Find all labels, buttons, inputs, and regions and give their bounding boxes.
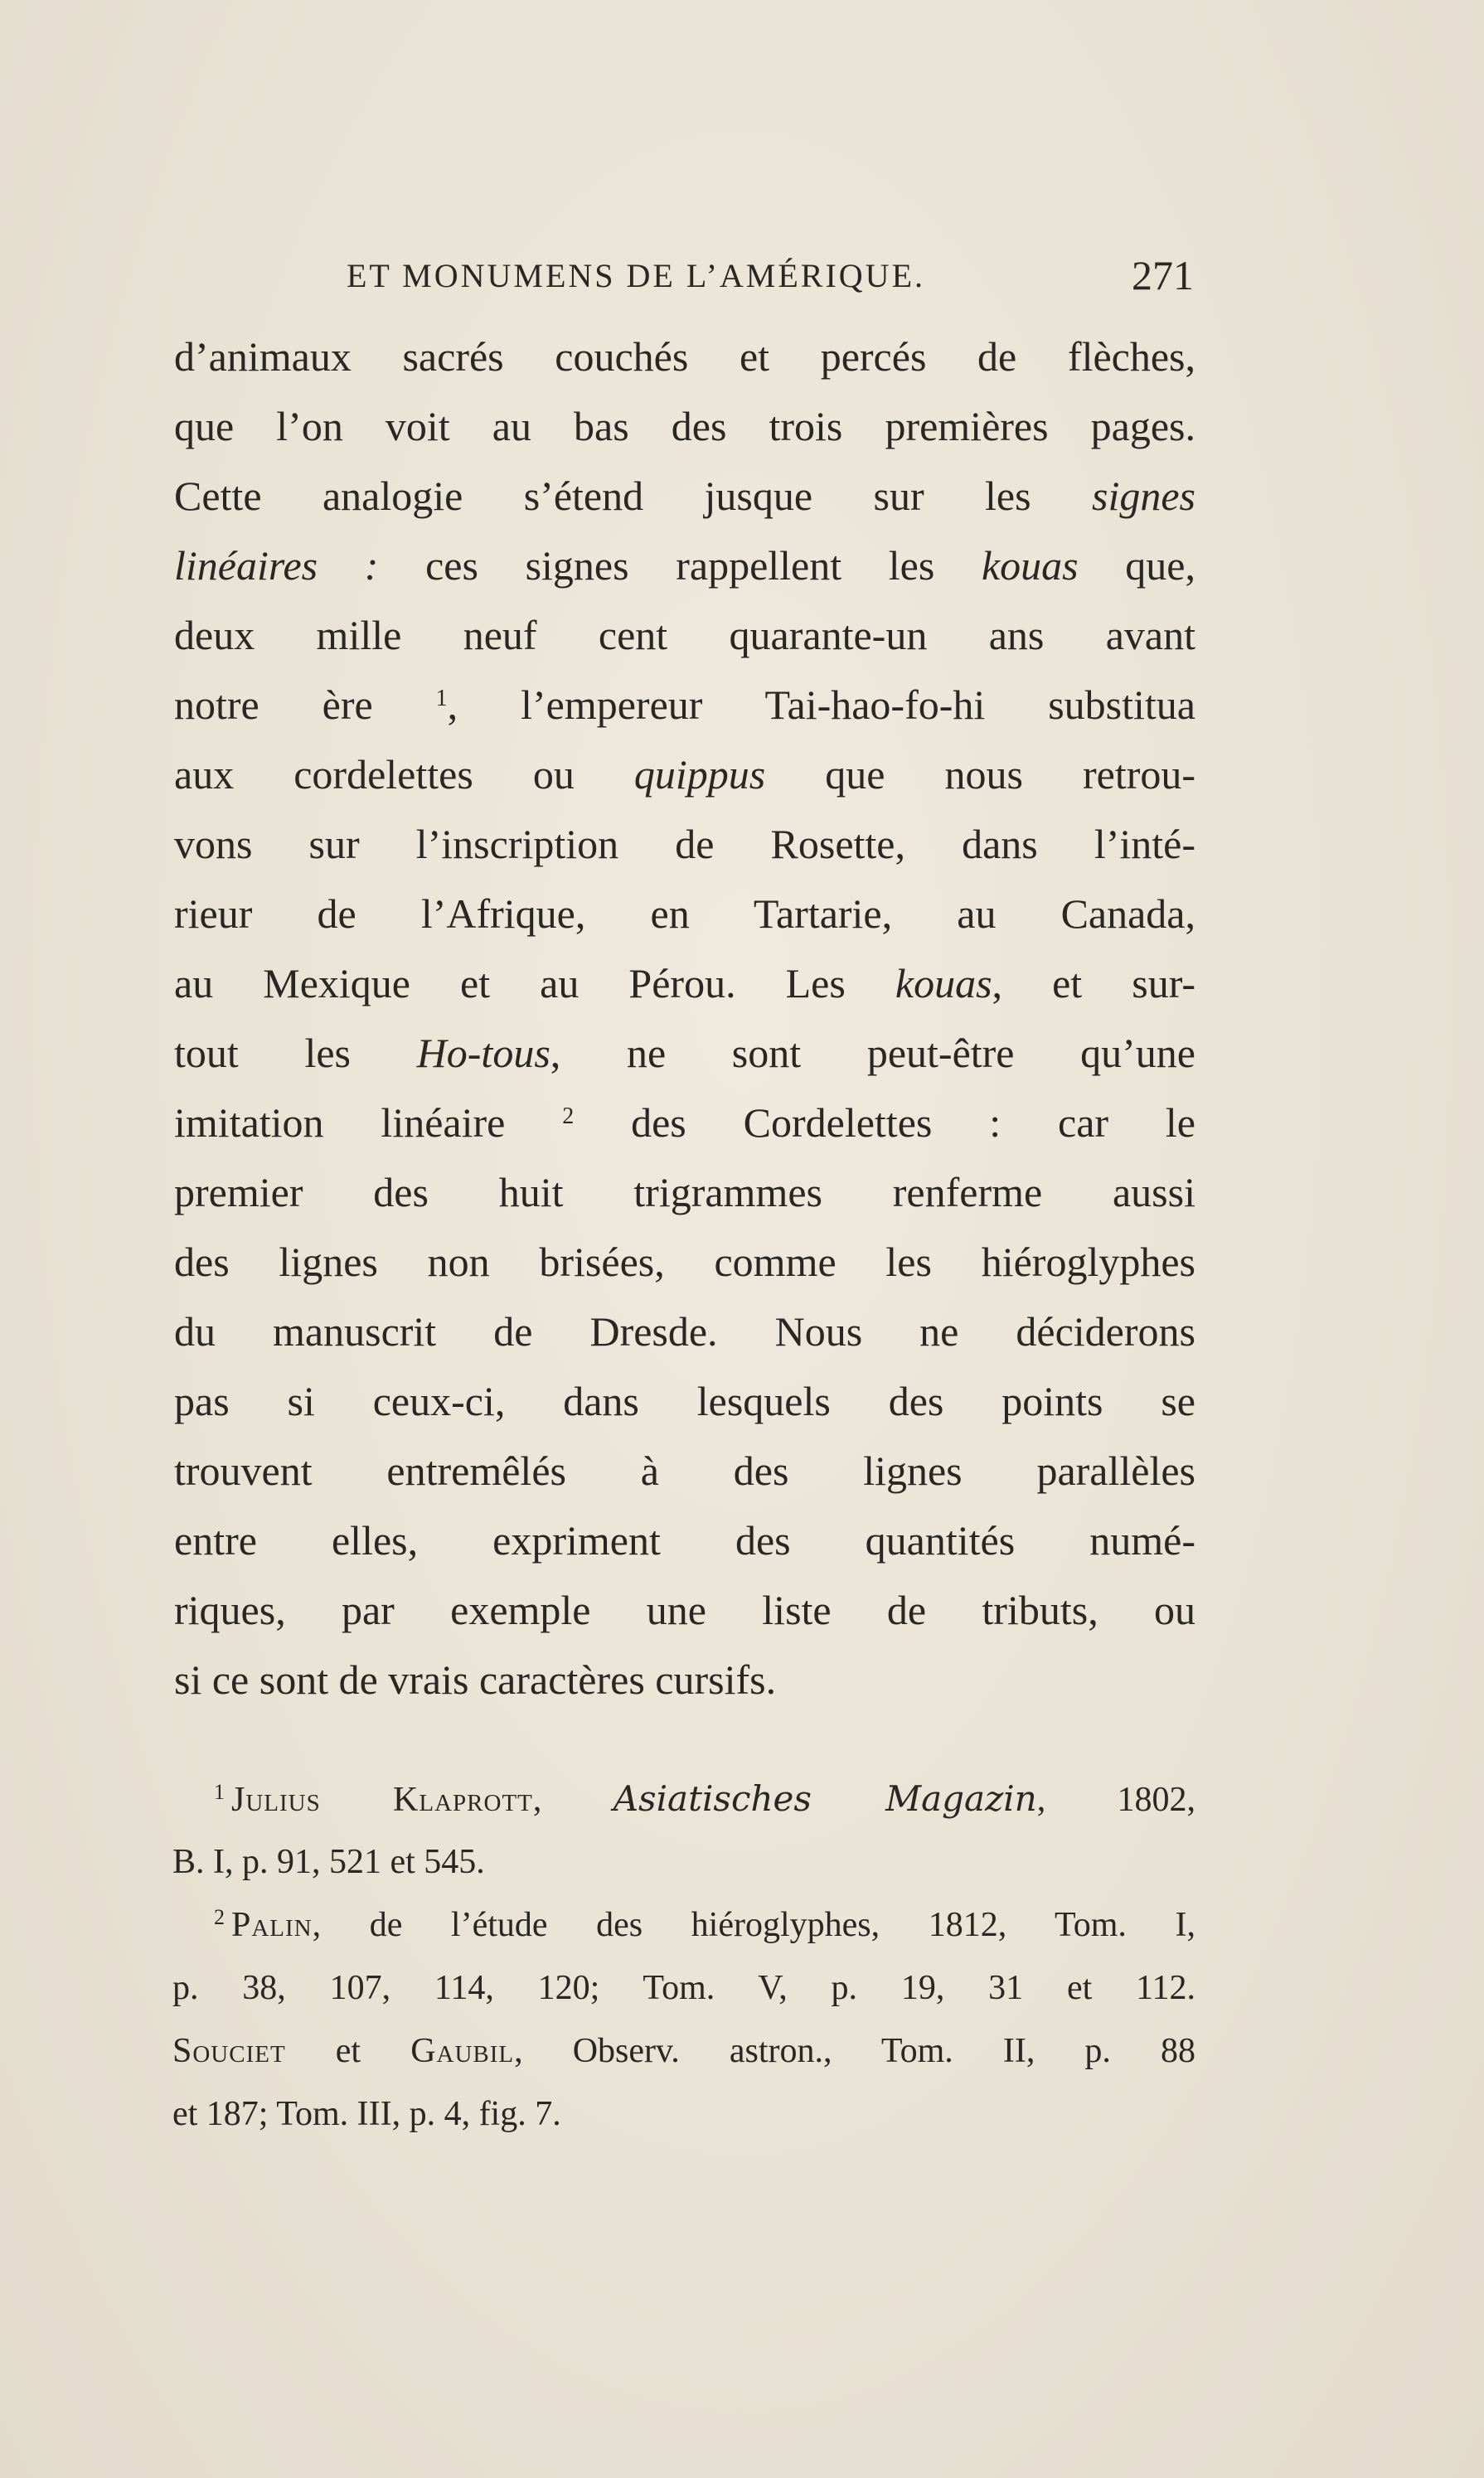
text-line: des lignes non brisées, comme les hiéroglyphes [174, 1239, 1195, 1285]
text-line: linéaires : ces signes rappellent les kouas que, [174, 542, 1195, 589]
text-line: premier des huit trigrammes renferme aussi [174, 1169, 1195, 1215]
footnote-2-line: Souciet et Gaubil, Observ. astron., Tom. II, p. 88 [172, 2032, 1195, 2070]
italic-term: quippus [633, 751, 766, 798]
footnote-2-line: p. 38, 107, 114, 120; Tom. V, p. 19, 31 et 112. [172, 1969, 1195, 2007]
footnote-ref: 1 [435, 686, 448, 711]
text-line: si ce sont de vrais caractères cursifs. [174, 1656, 777, 1703]
body-text [174, 322, 1195, 1714]
footnote-mark: 1 [214, 1780, 225, 1804]
text-line: rieur de l’Afrique, en Tartarie, au Canada, [174, 890, 1195, 937]
text-line: que l’on voit au bas des trois premières pages. [174, 403, 1195, 449]
italic-term: signes [1092, 473, 1195, 519]
footnote-2-line: $^2$ Palin, de l’étude des hiéroglyphes, 1812, Tom. I, [214, 1905, 1195, 1944]
footnote-1-line: $^1$ Julius Klaprott, Asiatisches Magazin, 1802, [214, 1778, 1196, 1819]
text-line: du manuscrit de Dresde. Nous ne déciderons [174, 1308, 1195, 1355]
text-line: deux mille neuf cent quarante-un ans avant [174, 612, 1195, 658]
italic-term: linéaires : [174, 542, 379, 589]
footnote-title: Asiatisches Magazin [613, 1778, 1037, 1819]
text-line: vons sur l’inscription de Rosette, dans l’inté- [174, 821, 1195, 867]
italic-term: Ho-tous [416, 1030, 550, 1076]
footnote-ref: 2 [562, 1103, 575, 1129]
text-line: d’animaux sacrés couchés et percés de flèches, [174, 333, 1195, 380]
footnotes [172, 1768, 1195, 2146]
text-line: entre elles, expriment des quantités numé- [174, 1517, 1195, 1564]
text-line: trouvent entremêlés à des lignes parallèles [174, 1448, 1195, 1494]
footnote-mark: 2 [214, 1905, 225, 1929]
page-number: 271 [1132, 252, 1194, 298]
text-line: aux cordelettes ou quippus que nous retrou- [174, 751, 1196, 798]
footnote-2-line: et 187; Tom. III, p. 4, fig. 7. [172, 2095, 561, 2133]
footnote-1-line: B. I, p. 91, 521 et 545. [172, 1843, 485, 1881]
text-line: au Mexique et au Pérou. Les kouas, et sur- [174, 960, 1196, 1006]
footnote-author: Souciet [172, 2032, 286, 2070]
italic-term: kouas [895, 960, 992, 1006]
footnote-author: Gaubil [410, 2032, 515, 2070]
text-line: tout les Ho-tous, ne sont peut-être qu’une [174, 1030, 1196, 1076]
text-line: imitation linéaire $^2$ des Cordelettes : car le [174, 1099, 1195, 1146]
text-line: riques, par exemple une liste de tributs, ou [174, 1587, 1195, 1633]
footnote-author: Palin [231, 1906, 313, 1944]
running-head: ET MONUMENS DE L’AMÉRIQUE. [347, 257, 925, 294]
text-line: Cette analogie s’étend jusque sur les signes [174, 473, 1195, 519]
footnote-author: Julius Klaprott [231, 1781, 533, 1819]
text-line: notre ère $^1$, l’empereur Tai-hao-fo-hi substitua [174, 681, 1195, 728]
page-header [174, 251, 1194, 309]
text-line: pas si ceux-ci, dans lesquels des points se [174, 1378, 1195, 1424]
italic-term: kouas [981, 542, 1079, 589]
